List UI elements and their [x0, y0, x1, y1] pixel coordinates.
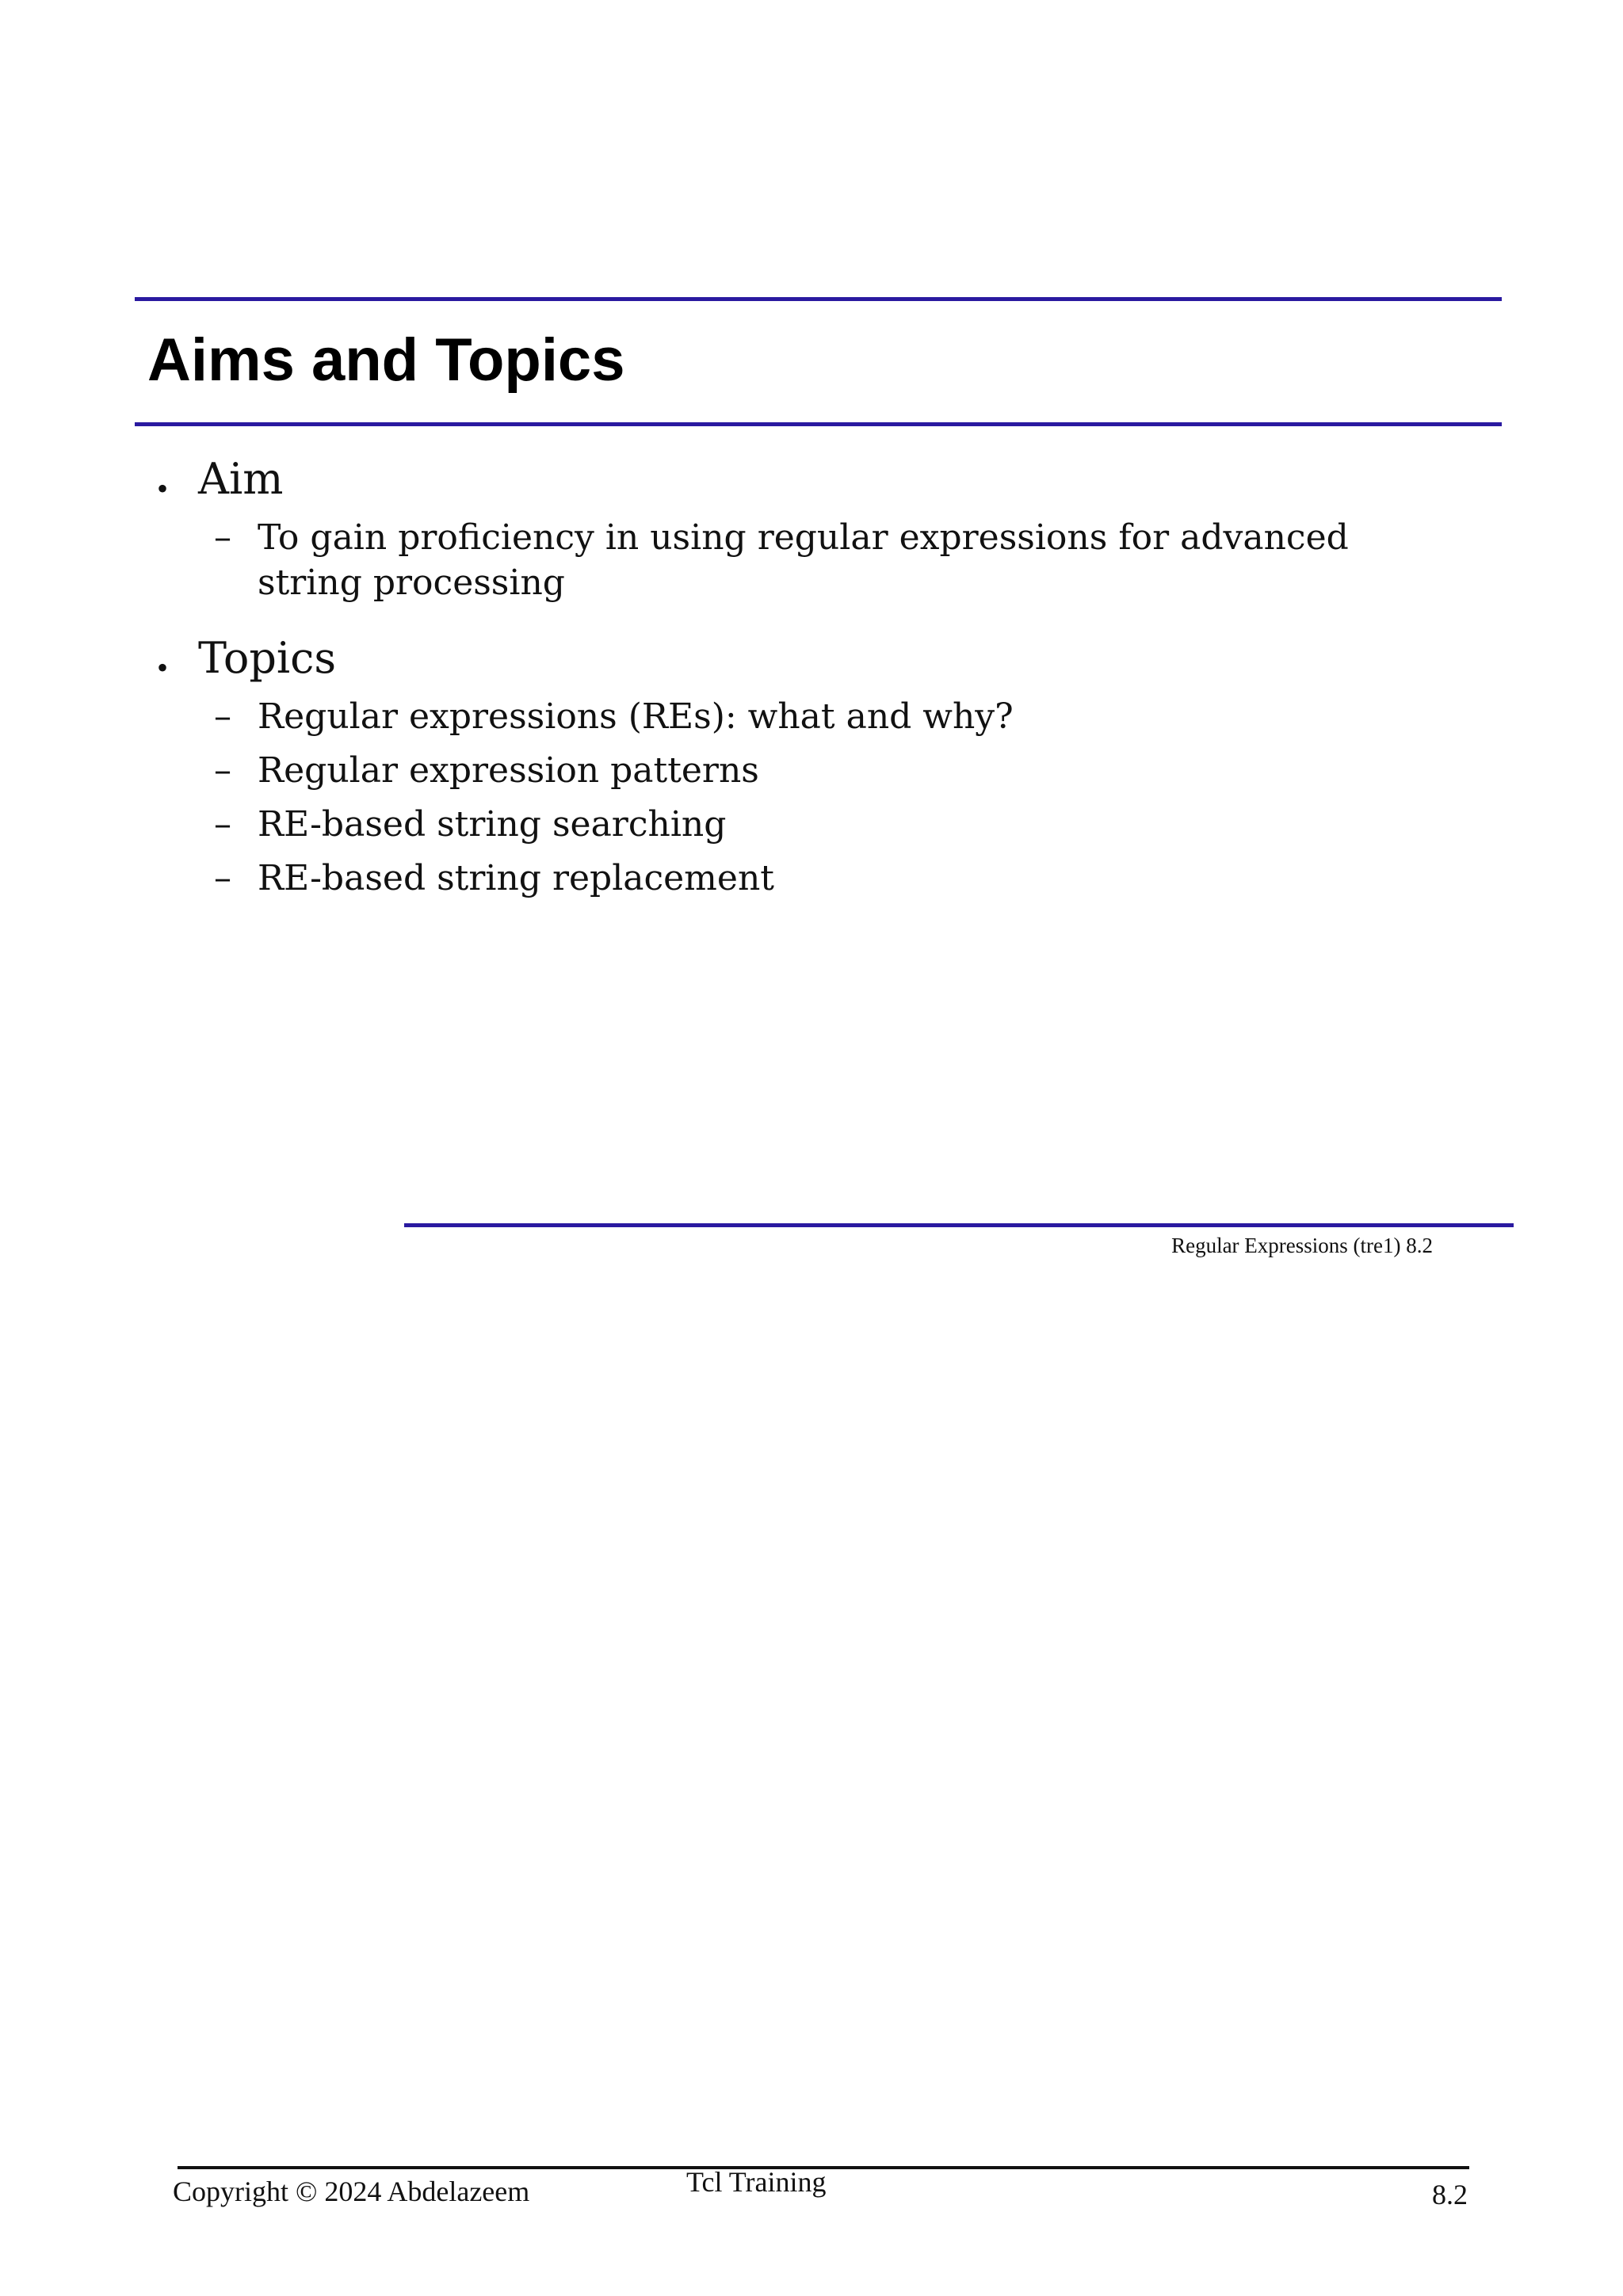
dash-icon: – [214, 696, 231, 737]
topic-item: RE-based string replacement [258, 858, 774, 898]
topic-item: Regular expression patterns [258, 750, 759, 791]
aim-item: To gain proficiency in using regular expressions for advanced [258, 517, 1349, 558]
title-bottom-rule [135, 422, 1502, 426]
dash-icon: – [214, 858, 231, 898]
page-number: 8.2 [1432, 2179, 1468, 2210]
topic-item: Regular expressions (REs): what and why? [258, 696, 1014, 737]
dash-icon: – [214, 750, 231, 791]
title-top-rule [135, 297, 1502, 301]
copyright-text: Copyright © 2024 Abdelazeem [173, 2176, 530, 2207]
slide-reference: Regular Expressions (tre1) 8.2 [1171, 1234, 1433, 1257]
dash-icon: – [214, 804, 231, 845]
aim-heading: Aim [198, 454, 284, 504]
dash-icon: – [214, 517, 231, 558]
topic-item: RE-based string searching [258, 804, 727, 845]
bullet-icon: • [157, 471, 169, 506]
slide-footer-rule [404, 1223, 1514, 1227]
topics-heading: Topics [198, 633, 337, 683]
bullet-icon: • [157, 650, 169, 685]
aim-item-continuation: string processing [258, 563, 565, 603]
slide-title: Aims and Topics [147, 326, 625, 394]
course-title: Tcl Training [686, 2166, 827, 2198]
